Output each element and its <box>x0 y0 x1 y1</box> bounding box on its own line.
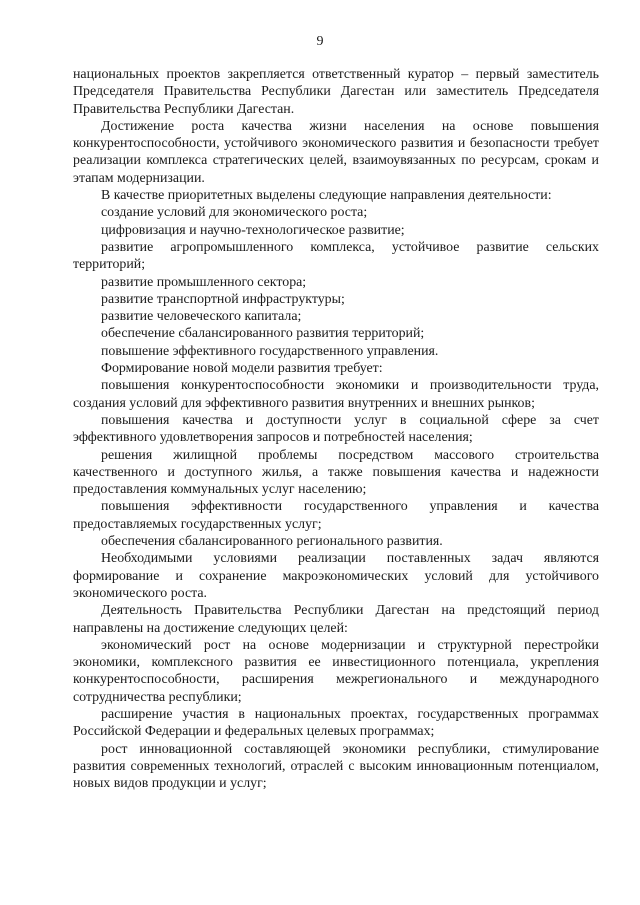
document-body <box>73 66 599 792</box>
list-item: создание условий для экономического роста; <box>101 205 368 221</box>
list-item: обеспечение сбалансированного развития территорий; <box>101 326 425 342</box>
paragraph-conditions: Необходимыми условиями реализации поставленных задач являются формирование и сохранение макроэкономических условий для устойчивого экономического роста. <box>73 551 599 601</box>
paragraph-targets-intro: Деятельность Правительства Республики Дагестан на предстоящий период направлены на достижение следующих целей: <box>73 603 599 636</box>
list-item: повышения конкурентоспособности экономики и производительности труда, создания условий для эффективного развития внутренних и внешних рынков; <box>73 378 599 411</box>
list-item: повышение эффективного государственного управления. <box>101 343 439 359</box>
list-item: повышения качества и доступности услуг в социальной сфере за счет эффективного удовлетворения запросов и потребностей населения; <box>73 412 599 446</box>
list-item: рост инновационной составляющей экономики республики, стимулирование развития современных технологий, отраслей с высоким инновационным потенциалом, новых видов продукции и услуг; <box>73 741 599 792</box>
list-item: обеспечения сбалансированного регионального развития. <box>101 534 443 550</box>
paragraph-model-intro: Формирование новой модели развития требует: <box>101 361 383 377</box>
list-item: решения жилищной проблемы посредством массового строительства качественного и доступного жилья, а также повышения качества и надежности предоставления коммунальных услуг населению; <box>73 447 599 498</box>
paragraph-continuation: национальных проектов закрепляется ответственный куратор – первый заместитель Председателя Правительства Республики Дагестан или заместитель Председателя Правительства Республики Дагестан. <box>73 67 599 117</box>
list-item: экономический рост на основе модернизации и структурной перестройки экономики, комплексного развития ее инвестиционного потенциала, укрепления конкурентоспособности, расширения межрегионального и международного сотрудничества республики; <box>73 637 599 705</box>
list-item: развитие человеческого капитала; <box>101 309 302 325</box>
paragraph-priorities-intro: В качестве приоритетных выделены следующие направления деятельности: <box>101 188 552 204</box>
list-item: развитие транспортной инфраструктуры; <box>101 291 345 307</box>
list-item: развитие промышленного сектора; <box>101 274 307 290</box>
page-number: 9 <box>316 34 324 49</box>
list-item: повышения эффективности государственного управления и качества предоставляемых государственных услуг; <box>73 499 599 532</box>
list-item: расширение участия в национальных проектах, государственных программах Российской Федерации и федеральных целевых программах; <box>73 706 599 740</box>
list-item: цифровизация и научно-технологическое развитие; <box>101 222 405 238</box>
paragraph-goals-intro: Достижение роста качества жизни населения на основе повышения конкурентоспособности, устойчивого экономического развития и безопасности требует реализации комплекса стратегических целей, взаимоувязанных по ресурсам, срокам и этапам модернизации. <box>73 118 599 186</box>
list-item: развитие агропромышленного комплекса, устойчивое развитие сельских территорий; <box>73 239 599 273</box>
